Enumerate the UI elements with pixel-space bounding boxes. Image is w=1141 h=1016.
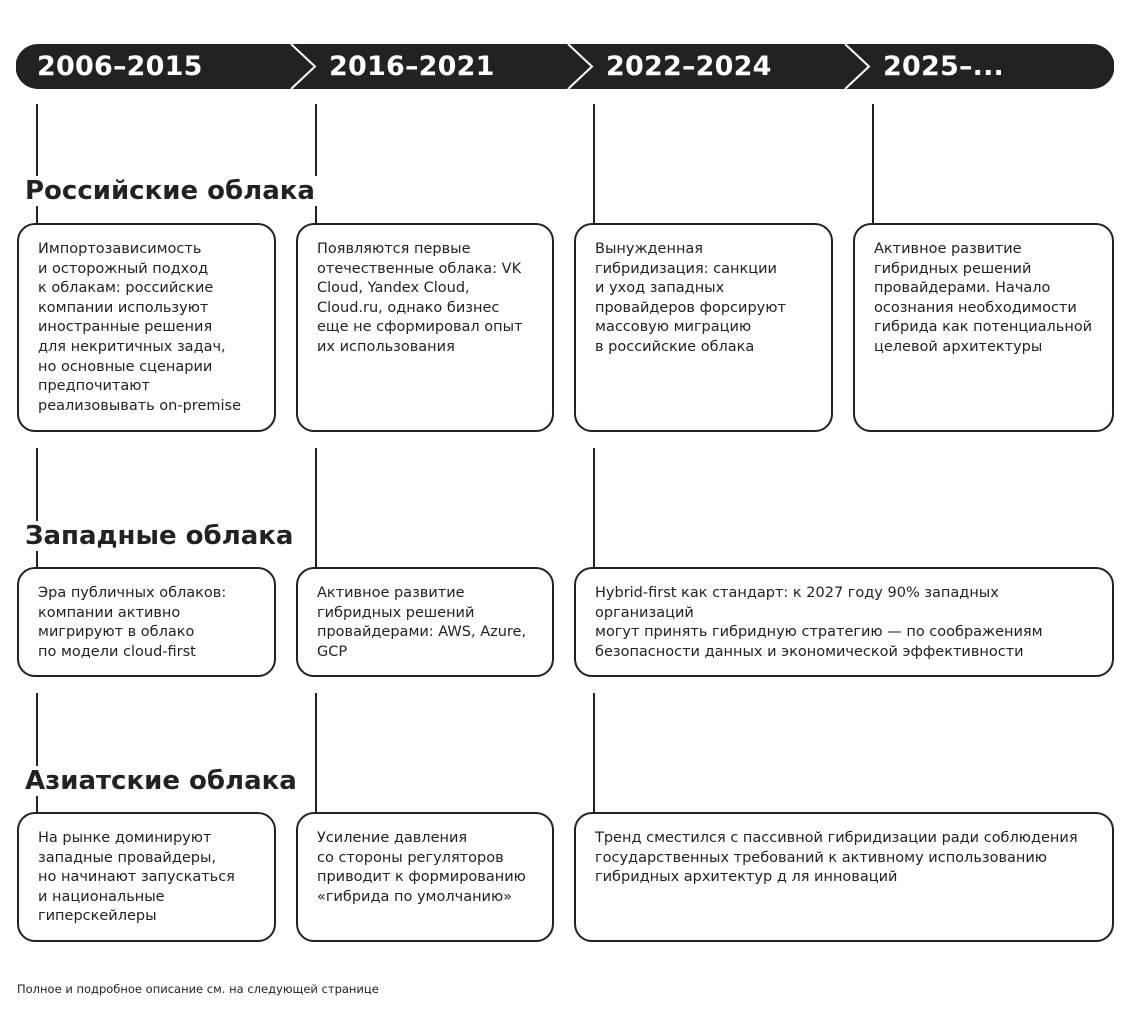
- period-label-2025-plus: 2025–...: [883, 51, 1005, 82]
- card-russian-2006-2015: Импортозависимость и осторожный подход к облакам: российские компании используют иностранные решения для некритичных задач, но основные сценарии предпочитают реализовывать on-premise: [17, 223, 276, 432]
- card-western-2022-onward: Hybrid-first как стандарт: к 2027 году 90% западных организаций могут принять гибридную стратегию — по соображениям безопасности данных и экономической эффективности: [574, 567, 1114, 677]
- connector-line: [593, 104, 595, 224]
- card-asian-2016-2021: Усиление давления со стороны регуляторов приводит к формированию «гибрида по умолчанию»: [296, 812, 554, 942]
- card-russian-2022-2024: Вынужденная гибридизация: санкции и уход западных провайдеров форсируют массовую миграцию в российские облака: [574, 223, 833, 432]
- section-title-russian-clouds: Российские облака: [25, 176, 321, 206]
- connector-line: [315, 693, 317, 813]
- connector-line: [36, 104, 38, 224]
- card-asian-2022-onward: Тренд сместился с пассивной гибридизации ради соблюдения государственных требований к активному использованию гибридных архитектур д ля инноваций: [574, 812, 1114, 942]
- period-label-2016-2021: 2016–2021: [329, 51, 495, 82]
- connector-line: [593, 693, 595, 813]
- card-asian-2006-2015: На рынке доминируют западные провайдеры, но начинают запускаться и национальные гиперскейлеры: [17, 812, 276, 942]
- period-label-2022-2024: 2022–2024: [606, 51, 772, 82]
- connector-line: [872, 104, 874, 224]
- connector-line: [315, 104, 317, 224]
- card-russian-2016-2021: Появляются первые отечественные облака: VK Cloud, Yandex Cloud, Cloud.ru, однако бизнес еще не сформировал опыт их использования: [296, 223, 554, 432]
- period-label-2006-2015: 2006–2015: [37, 51, 203, 82]
- section-title-asian-clouds: Азиатские облака: [25, 766, 303, 796]
- card-western-2016-2021: Активное развитие гибридных решений провайдерами: AWS, Azure, GCP: [296, 567, 554, 677]
- card-russian-2025-plus: Активное развитие гибридных решений провайдерами. Начало осознания необходимости гибрида как потенциальной целевой архитектуры: [853, 223, 1114, 432]
- connector-line: [593, 448, 595, 568]
- connector-line: [315, 448, 317, 568]
- section-title-western-clouds: Западные облака: [25, 521, 299, 551]
- footnote: Полное и подробное описание см. на следующей странице: [17, 982, 379, 996]
- card-western-2006-2015: Эра публичных облаков: компании активно мигрируют в облако по модели cloud-first: [17, 567, 276, 677]
